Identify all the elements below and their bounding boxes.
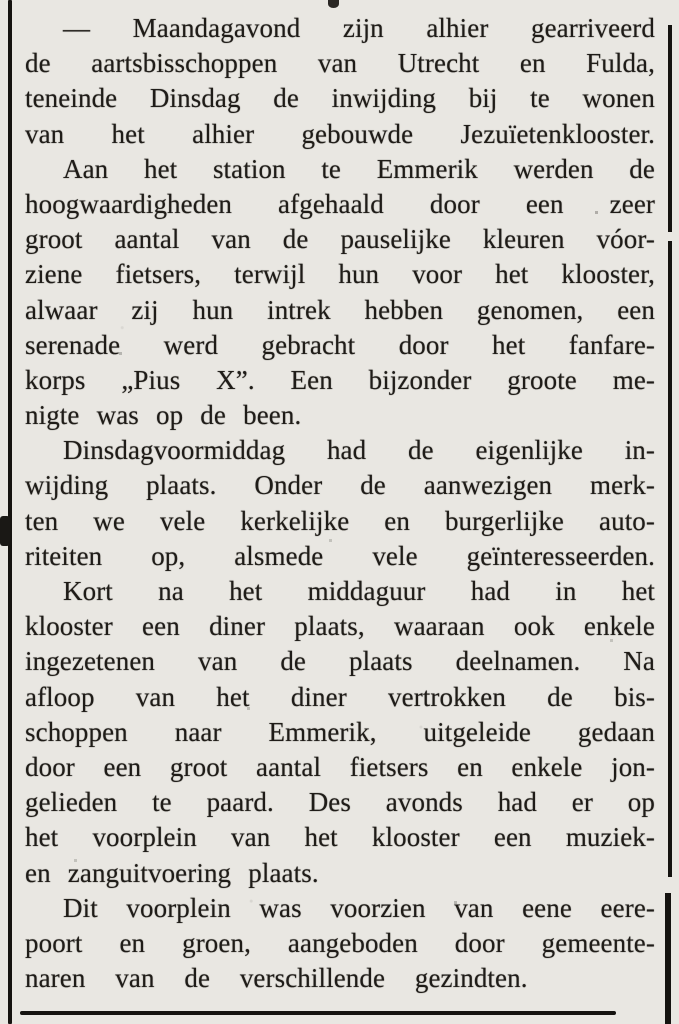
text-line: nigte was op de been. (25, 400, 302, 431)
paper-speckles (0, 0, 1, 1)
text-line: riteiten op, alsmede vele geïnteresseerden. (25, 540, 655, 571)
text-line: schoppen naar Emmerik, uitgeleide gedaan (25, 716, 655, 747)
text-line: Dit voorplein was voorzien van eene eere- (63, 892, 655, 923)
text-line: Dinsdagvoormiddag had de eigenlijke in- (63, 435, 655, 466)
text-line: groot aantal van de pauselijke kleuren vóor- (25, 224, 655, 255)
text-line: van het alhier gebouwde Jezuïetenklooster. (25, 118, 655, 149)
text-line: door een groot aantal fietsers en enkele jon- (25, 751, 655, 782)
article-column (25, 11, 655, 996)
ink-blotch (0, 516, 10, 546)
column-rule-right-lower (665, 893, 671, 1024)
text-line: ziene fietsers, terwijl hun voor het klooster, (25, 259, 655, 290)
text-line: teneinde Dinsdag de inwijding bij te wonen (25, 83, 655, 114)
text-line: Kort na het middaguur had in het (63, 576, 655, 606)
stray-ink-mark (328, 0, 339, 8)
text-line: naren van de verschillende gezindten. (25, 963, 528, 994)
text-line: — Maandagavond zijn alhier gearriveerd (63, 13, 655, 43)
column-rule-right-upper (668, 25, 672, 232)
text-line: afloop van het diner vertrokken de bis- (25, 681, 655, 712)
column-rule-left (8, 0, 12, 1024)
text-line: korps „Pius X”. Een bijzonder groote me- (25, 364, 655, 395)
text-line: gelieden te paard. Des avonds had er op (25, 787, 655, 818)
text-line: wijding plaats. Onder de aanwezigen merk- (25, 470, 655, 501)
text-line: hoogwaardigheden afgehaald door een zeer (25, 188, 655, 219)
text-line: het voorplein van het klooster een muziek- (25, 822, 655, 853)
text-line: poort en groen, aangeboden door gemeente- (25, 927, 655, 958)
text-line: en zanguitvoering plaats. (25, 857, 319, 888)
text-line: de aartsbisschoppen van Utrecht en Fulda, (25, 48, 655, 79)
column-rule-right-middle (668, 241, 672, 877)
text-line: serenade werd gebracht door het fanfare- (25, 329, 655, 360)
text-line: alwaar zij hun intrek hebben genomen, een (25, 294, 655, 325)
text-line: ten we vele kerkelijke en burgerlijke auto- (25, 505, 655, 536)
text-line: ingezetenen van de plaats deelnamen. Na (25, 646, 655, 677)
article-divider-rule (20, 1011, 616, 1015)
text-line: klooster een diner plaats, waaraan ook enkele (25, 611, 655, 642)
text-line: Aan het station te Emmerik werden de (63, 153, 655, 184)
